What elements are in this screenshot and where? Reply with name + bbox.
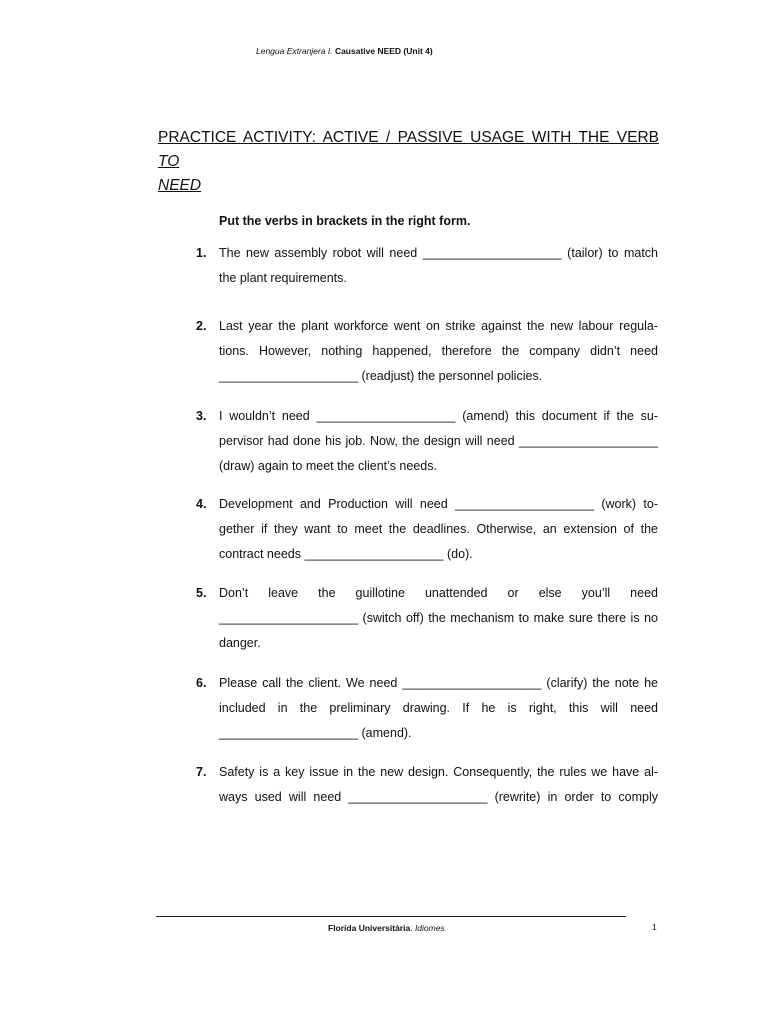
exercise-line: ways used will need ____________________ (rewrite) in order to comply (219, 790, 658, 804)
exercise-item (196, 314, 658, 389)
exercise-number: 2. (196, 319, 207, 333)
footer-separator: . (410, 923, 415, 933)
exercise-item (196, 492, 658, 567)
header-topic: Causative NEED (Unit 4) (334, 46, 433, 56)
footer-divider (156, 916, 626, 917)
exercise-line: Last year the plant workforce went on strike against the new labour regula- (219, 319, 658, 333)
exercise-number: 6. (196, 676, 207, 690)
exercise-item (196, 404, 658, 479)
exercise-line: (draw) again to meet the client’s needs. (219, 459, 437, 473)
exercise-item (196, 241, 658, 291)
header-subject: Lengua Extranjera I. (256, 46, 333, 56)
exercise-line: ____________________ (switch off) the mechanism to make sure there is no (219, 611, 658, 625)
exercise-line: ____________________ (readjust) the personnel policies. (219, 369, 543, 383)
instructions: Put the verbs in brackets in the right form. (219, 214, 471, 228)
page-header (256, 46, 433, 56)
exercise-number: 5. (196, 586, 207, 600)
title-main-text: PRACTICE ACTIVITY: ACTIVE / PASSIVE USAGE WITH THE VERB (158, 129, 659, 146)
exercise-line: The new assembly robot will need ____________________ (tailor) to match (219, 246, 658, 260)
exercise-line: pervisor had done his job. Now, the design will need ____________________ (219, 434, 658, 448)
exercise-number: 4. (196, 497, 207, 511)
exercise-line: Don’t leave the guillotine unattended or else you’ll need (219, 586, 658, 600)
exercise-line: ____________________ (amend). (219, 726, 412, 740)
exercise-line: gether if they want to meet the deadlines. Otherwise, an extension of the (219, 522, 658, 536)
title-italic-need: NEED (158, 177, 202, 194)
exercise-number: 1. (196, 246, 207, 260)
activity-title (158, 126, 659, 198)
exercise-item (196, 671, 658, 746)
exercise-number: 3. (196, 409, 207, 423)
exercise-line: contract needs ____________________ (do). (219, 547, 473, 561)
exercise-item (196, 581, 658, 656)
exercise-line: the plant requirements. (219, 271, 347, 285)
exercise-line: danger. (219, 636, 261, 650)
exercise-line: tions. However, nothing happened, therefore the company didn’t need (219, 344, 658, 358)
page-number: 1 (652, 922, 657, 932)
page-footer (328, 923, 445, 933)
title-italic-to: TO (158, 153, 180, 170)
exercise-line: Safety is a key issue in the new design. Consequently, the rules we have al- (219, 765, 658, 779)
exercise-line: Please call the client. We need ____________________ (clarify) the note he (219, 676, 658, 690)
exercise-line: included in the preliminary drawing. If he is right, this will need (219, 701, 658, 715)
exercise-number: 7. (196, 765, 207, 779)
exercise-line: Development and Production will need ____________________ (work) to- (219, 497, 658, 511)
exercise-line: I wouldn’t need ____________________ (amend) this document if the su- (219, 409, 658, 423)
footer-institution: Florida Universitària (328, 923, 411, 933)
footer-department: Idiomes (414, 923, 445, 933)
exercise-item (196, 760, 658, 810)
